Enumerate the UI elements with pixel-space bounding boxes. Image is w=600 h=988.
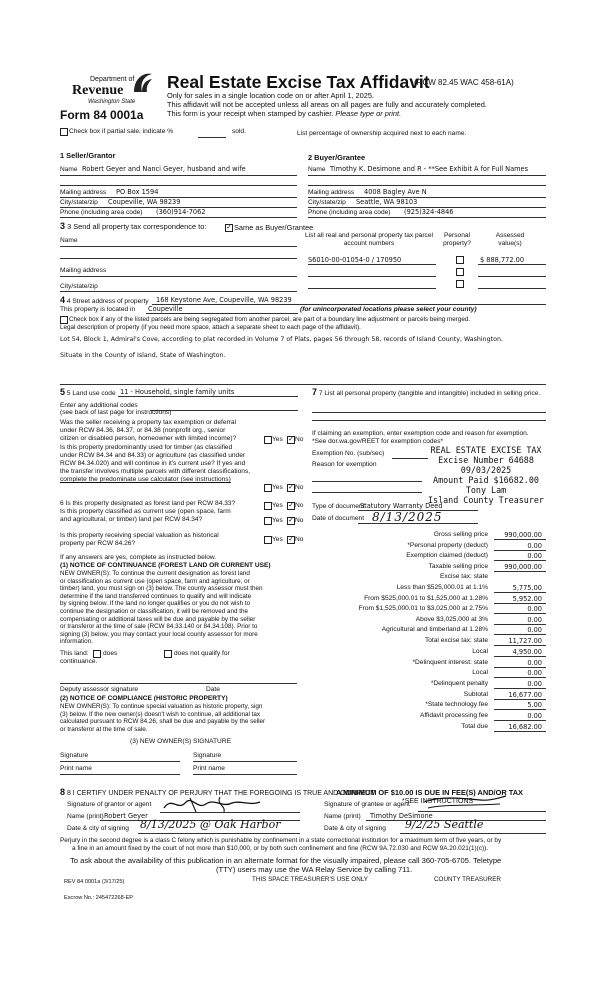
historic-yes-label: Yes bbox=[272, 536, 283, 543]
minimum-note: A MINIMUM OF $10.00 IS DUE IN FEE(S) AND/OR TAX bbox=[336, 788, 523, 797]
assessed-col-header: Assessed value(s) bbox=[495, 232, 525, 247]
state-label: Washington State bbox=[88, 99, 136, 105]
personal-checkbox-3[interactable] bbox=[456, 280, 464, 288]
current-use-yes-label: Yes bbox=[272, 517, 283, 524]
calc-label: *Delinquent penalty bbox=[430, 680, 488, 687]
new-owner-sig-title: (3) NEW OWNER(S) SIGNATURE bbox=[130, 738, 231, 745]
calc-label: From $1,525,000.01 to $3,025,000 at 2.75% bbox=[358, 605, 488, 612]
same-as-buyer-checkbox[interactable]: ✓ bbox=[226, 224, 232, 231]
seller-address-label: Mailing address bbox=[60, 189, 107, 196]
seller-name-label: Name bbox=[60, 166, 78, 173]
seller-name[interactable]: Robert Geyer and Nanci Geyer, husband and wife bbox=[82, 165, 246, 173]
forest-yes-checkbox[interactable] bbox=[264, 502, 272, 510]
assessed-value[interactable]: $ 888,772.00 bbox=[480, 256, 525, 264]
calc-value[interactable]: 5.00 bbox=[527, 701, 542, 709]
doc-date-label: Date of document bbox=[312, 515, 365, 522]
form-number: Form 84 0001a bbox=[60, 108, 144, 122]
land-use-label: 5 5 Land use code bbox=[60, 387, 116, 397]
calc-value[interactable]: 5,775.00 bbox=[512, 584, 542, 592]
owner-print-label-2: Print name bbox=[193, 765, 225, 772]
claiming-exemption-label: If claiming an exemption, enter exemption code and reason for exemption. bbox=[312, 430, 529, 437]
unincorporated-note: (for unincorporated locations please select your county) bbox=[300, 306, 477, 313]
calc-value[interactable]: 0.00 bbox=[527, 552, 542, 560]
personal-checkbox-1[interactable] bbox=[456, 256, 464, 264]
grantee-date-city[interactable]: 9/2/25 Seattle bbox=[405, 818, 484, 831]
corr-address-label: Mailing address bbox=[60, 267, 107, 274]
dept-label: Department of bbox=[90, 76, 135, 83]
grantor-signature[interactable] bbox=[160, 794, 280, 814]
doc-type-label: Type of document bbox=[312, 503, 365, 510]
buyer-name[interactable]: Timothy K. Desimone and R - **See Exhibit A for Full Names bbox=[330, 165, 529, 173]
current-use-yes-checkbox[interactable] bbox=[264, 517, 272, 525]
exemption-codes-note: *See dor.wa.gov/REET for exemption codes* bbox=[312, 438, 444, 445]
parcel-number[interactable]: S6010-00-01054-0 / 170950 bbox=[308, 256, 402, 264]
legal-desc-label: Legal description of property (if you need more space, attach a separate sheet to each page of the affidavit). bbox=[60, 324, 361, 331]
forest-no-checkbox[interactable]: ✓ bbox=[288, 502, 294, 509]
header-line2: This affidavit will not be accepted unless all areas on all pages are fully and accurately completed. bbox=[167, 100, 487, 109]
calc-value[interactable]: 5,952.00 bbox=[512, 595, 542, 603]
partial-sale-checkbox[interactable] bbox=[60, 128, 68, 136]
calc-label: Subtotal bbox=[463, 691, 488, 698]
forest-yes-label: Yes bbox=[272, 502, 283, 509]
grantor-sig-label: Signature of grantor or agent bbox=[67, 801, 152, 808]
calc-label: Total due bbox=[461, 723, 488, 730]
q1-no-checkbox[interactable]: ✓ bbox=[288, 436, 294, 443]
owner-sig-label-2: Signature bbox=[193, 752, 222, 759]
calc-value[interactable]: 990,000.00 bbox=[504, 531, 542, 539]
calc-value[interactable]: 990,000.00 bbox=[504, 563, 542, 571]
certify-statement: 8 8 I CERTIFY UNDER PENALTY OF PERJURY THAT THE FOREGOING IS TRUE AND CORRECT bbox=[60, 787, 375, 797]
revenue-logo-text: Revenue bbox=[72, 83, 124, 98]
additional-codes-label: Enter any additional codes bbox=[60, 402, 138, 409]
perjury-line2: a fine in an amount fixed by the court of not more than $10,000, or by both such confinement and fine (RCW 9A.72.030 and RCW 9A.20.021(1)(c)). bbox=[72, 845, 488, 852]
historic-no-label: No bbox=[295, 536, 304, 543]
q1-no-label: No bbox=[295, 436, 304, 443]
seller-address[interactable]: PO Box 1594 bbox=[116, 188, 159, 196]
perjury-line1: Perjury in the second degree is a class C felony which is punishable by confinement in a state correctional institution for a maximum term of five years, or by bbox=[60, 837, 502, 844]
accessibility-line1: To ask about the availability of this publication in an alternate format for the visually impaired, please call 360-705-6705. Teletype bbox=[70, 856, 502, 865]
buyer-address-label: Mailing address bbox=[308, 189, 355, 196]
notice1-text: NEW OWNER(S): To continue the current designation as forest land or classification as current use (open space, farm and agriculture, or timber) land, you must sign on (3) below. The county assessor must then determine if the land transferred continues to qualify and will indicate by signing below. If the land no longer qualifies or you do not wish to continue the designation or classification, it will be removed and the compensating or additional taxes will be due and payable by the seller or transferor at the time of sale (RCW 84.33.140 or 84.34.108). Prior to signing (3) below, you may contact your local county assessor for more information. bbox=[60, 570, 263, 646]
calc-label: *State technology fee bbox=[425, 701, 488, 708]
correspondence-heading: 3 3 Send all property tax correspondence to: bbox=[60, 221, 207, 231]
doc-type-value[interactable]: Statutory Warranty Deed bbox=[360, 502, 443, 510]
seller-city-label: City/state/zip bbox=[60, 199, 98, 206]
located-in-label: This property is located in bbox=[60, 306, 136, 313]
historic-no-checkbox[interactable]: ✓ bbox=[288, 536, 294, 543]
county-treasurer-label: COUNTY TREASURER bbox=[434, 876, 501, 883]
street-address[interactable]: 168 Keystone Ave, Coupeville, WA 98239 bbox=[156, 296, 292, 304]
calc-value[interactable]: 16,682.00 bbox=[508, 723, 542, 731]
calc-label: Agricultural and timberland at 1.28% bbox=[381, 626, 488, 633]
partial-sale-label: Check box if partial sale, indicate % bbox=[69, 128, 174, 135]
deputy-date-label: Date bbox=[206, 686, 220, 693]
q2-no-checkbox[interactable]: ✓ bbox=[288, 484, 294, 491]
seller-heading: 1 Seller/Grantor bbox=[60, 151, 116, 160]
grantee-signature[interactable] bbox=[420, 792, 510, 812]
does-not-checkbox[interactable] bbox=[164, 650, 172, 658]
continuance-label: continuance. bbox=[60, 658, 98, 665]
header-line1: Only for sales in a single location code on or after April 1, 2025. bbox=[167, 91, 375, 100]
calc-value[interactable]: 0.00 bbox=[527, 659, 542, 667]
exemption-question: Was the seller receiving a property tax exemption or deferral under RCW 84.36, 84.37, or 84.38 (nonprofit org., senior citizen or disabled person, homeowner with limited income)? bbox=[60, 419, 237, 442]
corr-name-label: Name bbox=[60, 237, 78, 244]
q2-yes-checkbox[interactable] bbox=[264, 484, 272, 492]
same-as-buyer-label: Same as Buyer/Grantee bbox=[234, 223, 314, 232]
calc-value[interactable]: 16,677.00 bbox=[508, 691, 542, 699]
segregated-checkbox[interactable] bbox=[60, 316, 68, 324]
personal-property-label: 7 7 List all personal property (tangible and intangible) included in selling price. bbox=[312, 387, 541, 397]
current-use-no-label: No bbox=[295, 517, 304, 524]
corr-city-label: City/state/zip bbox=[60, 283, 98, 290]
if-yes-text: If any answers are yes, complete as instructed below. bbox=[60, 554, 217, 561]
situate-text[interactable]: Situate in the County of Island, State of Washington. bbox=[60, 352, 226, 359]
calc-label: *Delinquent interest: state bbox=[412, 659, 488, 666]
located-in-value[interactable]: Coupeville bbox=[148, 305, 183, 313]
see-back-label: (see back of last page for instructions) bbox=[60, 409, 172, 416]
see-instructions-note: *SEE INSTRUCTIONS bbox=[402, 798, 474, 805]
grantee-name[interactable]: Timothy DeSimone bbox=[370, 812, 433, 820]
form-title: Real Estate Excise Tax Affidavit bbox=[167, 72, 430, 92]
accessibility-line2: (TTY) users may use the WA Relay Service by calling 711. bbox=[216, 865, 413, 874]
calc-value[interactable]: 0.00 bbox=[527, 542, 542, 550]
personal-col-header: Personal property? bbox=[443, 232, 471, 247]
q2-yes-label: Yes bbox=[272, 484, 283, 491]
grantor-date-city[interactable]: 8/13/2025 @ Oak Harbor bbox=[140, 818, 281, 831]
rcw-ref: (RCW 82.45 WAC 458-61A) bbox=[414, 78, 514, 87]
doc-date-value[interactable]: 8/13/2025 bbox=[372, 510, 443, 524]
treasurer-use-label: THIS SPACE TREASURER'S USE ONLY bbox=[252, 876, 368, 883]
sold-label: sold. bbox=[232, 128, 246, 135]
buyer-phone-label: Phone (including area code) bbox=[308, 209, 391, 216]
calc-label: Affidavit processing fee bbox=[419, 712, 488, 719]
parcel-col-header: List all real and personal property tax parcel account numbers bbox=[305, 232, 433, 247]
buyer-city-label: City/state/zip bbox=[308, 199, 346, 206]
grantor-date-label: Date & city of signing bbox=[67, 825, 129, 832]
calc-value[interactable]: 0.00 bbox=[527, 669, 542, 677]
exemption-reason-label: Reason for exemption bbox=[312, 461, 377, 468]
partial-pct-line[interactable] bbox=[198, 137, 226, 138]
calc-label: Taxable selling price bbox=[428, 563, 488, 570]
personal-checkbox-2[interactable] bbox=[456, 268, 464, 276]
timber-question: Is this property predominantly used for timber (as classified under RCW 84.34 and 84.33) or agriculture (as classified under RCW 84.34.020) and will continue in it's current use? If yes and the transfer involves multiple parcels with different classifications, complete the predominate use calculator (see instructions) bbox=[60, 444, 251, 483]
does-checkbox[interactable] bbox=[93, 650, 101, 658]
owner-print-label-1: Print name bbox=[60, 765, 92, 772]
buyer-name-label: Name bbox=[308, 166, 326, 173]
calc-label: Local bbox=[472, 648, 488, 655]
q1-yes-checkbox[interactable] bbox=[264, 436, 272, 444]
grantee-sig-label: Signature of grantee or agent bbox=[324, 801, 410, 808]
calc-value[interactable]: 0.00 bbox=[527, 605, 542, 613]
forest-question: 6 Is this property designated as forest land per RCW 84.33? Is this property classified as current use (open space, farm and agricultural, or timber) land per RCW 84.34? bbox=[60, 500, 236, 523]
grantor-name-label: Name (print) bbox=[67, 813, 104, 820]
grantor-name[interactable]: Robert Geyer bbox=[104, 812, 148, 820]
calc-label: Less than $525,000.01 at 1.1% bbox=[396, 584, 488, 591]
calc-value[interactable]: 0.00 bbox=[527, 626, 542, 634]
q2-no-label: No bbox=[295, 484, 304, 491]
calc-value[interactable]: 0.00 bbox=[527, 616, 542, 624]
segregated-label: Check box if any of the listed parcels are being segregated from another parcel, are part of a boundary line adjustment or parcels being merged. bbox=[69, 316, 471, 323]
calc-value[interactable]: 0.00 bbox=[527, 712, 542, 720]
forest-no-label: No bbox=[295, 502, 304, 509]
revenue-logo-icon bbox=[130, 70, 154, 96]
calc-label: From $525,000.01 to $1,525,000 at 1.28% bbox=[364, 595, 488, 602]
buyer-address[interactable]: 4008 Bagley Ave N bbox=[364, 188, 427, 196]
historic-yes-checkbox[interactable] bbox=[264, 536, 272, 544]
grantee-name-label: Name (print) bbox=[324, 813, 361, 820]
notice1-title: (1) NOTICE OF CONTINUANCE (FOREST LAND OR CURRENT USE) bbox=[60, 562, 271, 569]
calc-value[interactable]: 0.00 bbox=[527, 680, 542, 688]
header-line3: This form is your receipt when stamped by cashier. Please type or print. bbox=[167, 109, 402, 118]
land-use-code[interactable]: 11 - Household, single family units bbox=[120, 388, 235, 396]
current-use-no-checkbox[interactable]: ✓ bbox=[288, 517, 294, 524]
calc-label: Gross selling price bbox=[433, 531, 488, 538]
buyer-phone[interactable]: (925)324-4846 bbox=[404, 208, 454, 216]
calc-label: Total excise tax: state bbox=[424, 637, 488, 644]
does-not-label: does not qualify for bbox=[174, 650, 230, 657]
buyer-heading: 2 Buyer/Grantee bbox=[308, 153, 366, 162]
legal-description[interactable]: Lot 54, Block 1, Admiral's Cove, according to plat recorded in Volume 7 of Plats, pages 56 through 58, records of Island County, Washington. bbox=[60, 336, 503, 343]
treasurer-stamp: REAL ESTATE EXCISE TAX Excise Number 64688 09/03/2025 Amount Paid $16682.00 Tony Lam Island County Treasurer bbox=[428, 445, 544, 505]
calc-label: Excise tax: state bbox=[439, 573, 488, 580]
grantee-date-label: Date & city of signing bbox=[324, 825, 386, 832]
notice2-text: NEW OWNER(S): To continue special valuation as historic property, sign (3) below. If the new owner(s) doesn't wish to continue, all additional tax calculated pursuant to RCW 84.26, shall be due and payable by the seller or transferor at the time of sale. bbox=[60, 703, 266, 733]
rev-label: REV 84 0001a (3/17/25) bbox=[64, 879, 125, 885]
calc-label: *Personal property (deduct) bbox=[407, 542, 488, 549]
does-label: does bbox=[103, 650, 118, 657]
escrow-number: Escrow No.: 245472268-EP bbox=[64, 895, 134, 901]
seller-phone-label: Phone (including area code) bbox=[60, 209, 143, 216]
calc-value[interactable]: 4,950.00 bbox=[512, 648, 542, 656]
calc-label: Exemption claimed (deduct) bbox=[406, 552, 488, 559]
list-pct-label: List percentage of ownership acquired next to each name. bbox=[297, 130, 467, 137]
historic-question: Is this property receiving special valuation as historical property per RCW 84.26? bbox=[60, 532, 219, 547]
seller-city[interactable]: Coupeville, WA 98239 bbox=[108, 198, 181, 206]
buyer-city[interactable]: Seattle, WA 98103 bbox=[356, 198, 418, 206]
exemption-no-label: Exemption No. (sub/sec) bbox=[312, 450, 385, 457]
seller-phone[interactable]: (360)914-7062 bbox=[156, 208, 206, 216]
calc-label: Above $3,025,000 at 3% bbox=[415, 616, 488, 623]
this-land-label: This land: bbox=[60, 650, 89, 657]
q1-yes-label: Yes bbox=[272, 436, 283, 443]
owner-sig-label-1: Signature bbox=[60, 752, 89, 759]
street-address-label: 4 4 Street address of property bbox=[60, 295, 149, 305]
calc-label: Local bbox=[472, 669, 488, 676]
deputy-sig-label: Deputy assessor signature bbox=[60, 686, 139, 693]
notice2-title: (2) NOTICE OF COMPLIANCE (HISTORIC PROPERTY) bbox=[60, 695, 228, 702]
calc-value[interactable]: 11,727.00 bbox=[508, 637, 542, 645]
